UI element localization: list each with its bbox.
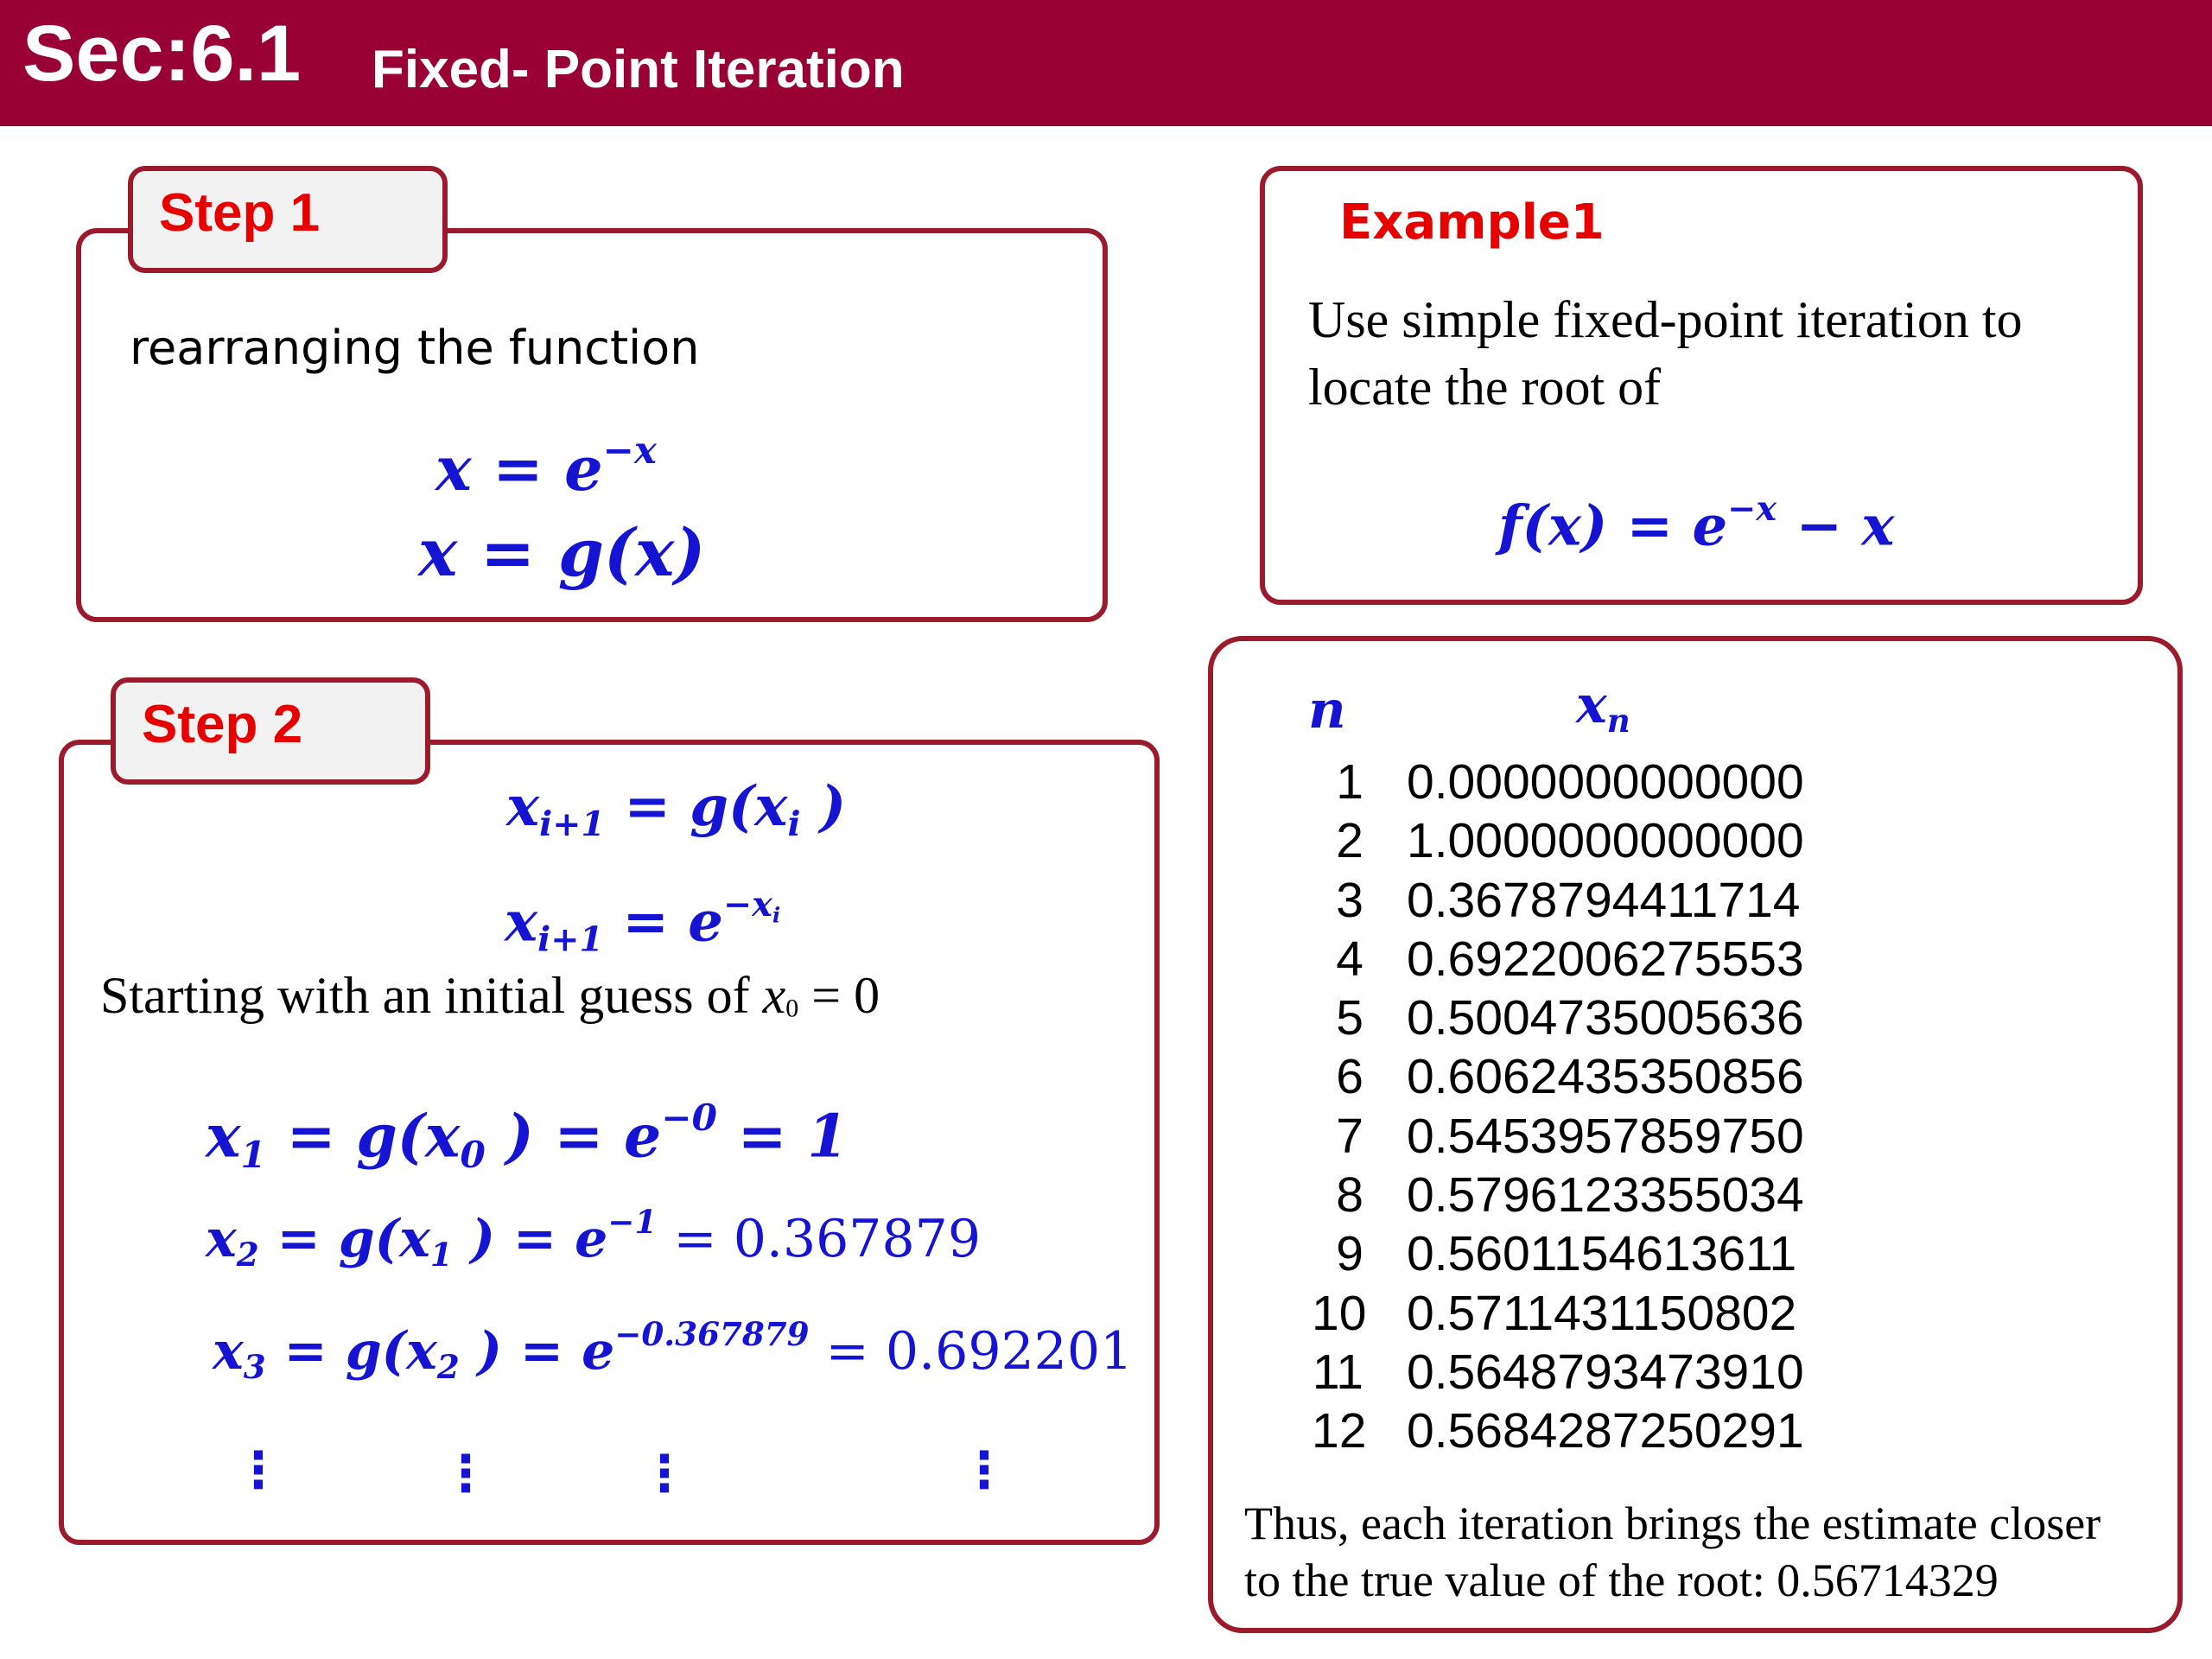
row-x: 0.5711431150802	[1407, 1285, 1797, 1341]
conclusion-line1: Thus, each iteration brings the estimate closer	[1244, 1497, 2101, 1549]
column-header-xn: $x_n$	[1576, 675, 1630, 741]
row-x: 1.0000000000000	[1407, 813, 1804, 869]
row-n: 12	[1312, 1403, 1367, 1459]
row-n: 3	[1336, 872, 1363, 928]
example1-function: $f(x) = e^{-x} - x$	[1498, 489, 1895, 559]
step1-tab	[128, 166, 448, 273]
row-x: 0.5684287250291	[1407, 1403, 1804, 1459]
ellipsis-2: ⋮	[441, 1444, 491, 1503]
row-x: 0.5648793473910	[1407, 1344, 1804, 1400]
row-x: 0.6922006275553	[1407, 931, 1804, 987]
row-n: 7	[1336, 1108, 1363, 1164]
row-n: 9	[1336, 1226, 1363, 1282]
row-x: 0.0000000000000	[1407, 754, 1804, 810]
row-n: 10	[1312, 1285, 1367, 1341]
step1-text: rearranging the function	[130, 321, 700, 375]
title-bar	[0, 0, 2212, 126]
row-x: 0.5004735005636	[1407, 990, 1804, 1046]
iteration-3: $x_3 = g(x_2$ ) = $e^{-0.367879} = 0.692201$	[213, 1315, 1134, 1386]
iteration-1: $x_1 = g(x_0$ ) = $e^{-0} = 1$	[206, 1096, 849, 1176]
example1-label: Example1	[1339, 194, 1605, 251]
row-x: 0.5601154613611	[1407, 1226, 1797, 1282]
section-title: Fixed- Point Iteration	[372, 40, 905, 99]
row-x: 0.3678794411714	[1407, 872, 1801, 928]
row-n: 5	[1336, 990, 1363, 1046]
step1-equation-1: $x = e^{-x}$	[435, 429, 657, 505]
step1-equation-2: x = g(x)	[418, 514, 706, 591]
row-n: 4	[1336, 931, 1363, 987]
example1-line1: Use simple fixed-point iteration to	[1308, 291, 2023, 348]
ellipsis-1: ⋮	[233, 1440, 283, 1499]
column-header-n: n	[1308, 680, 1346, 741]
initial-guess-text: Starting with an initial guess of x0 = 0	[100, 967, 880, 1024]
step2-tab	[111, 677, 430, 785]
step1-label: Step 1	[159, 183, 321, 243]
row-n: 11	[1312, 1344, 1363, 1400]
row-n: 1	[1336, 754, 1363, 810]
ellipsis-3: ⋮	[639, 1444, 690, 1503]
conclusion-line2: to the true value of the root: 0.56714329	[1244, 1554, 1999, 1606]
step2-label: Step 2	[142, 695, 303, 754]
ellipsis-4: ⋮	[959, 1440, 1009, 1499]
section-number: Sec:6.1	[22, 10, 302, 98]
recurrence-equation: $x_{i+1} = g(x_i$ )	[506, 774, 847, 844]
recurrence-exponential: $x_{i+1} = e^{-x_i}$	[505, 885, 781, 960]
row-x: 0.5453957859750	[1407, 1108, 1804, 1164]
row-x: 0.6062435350856	[1407, 1049, 1804, 1105]
row-n: 8	[1336, 1167, 1363, 1224]
iteration-2: $x_2 = g(x_1$ ) = $e^{-1} = 0.367879$	[206, 1203, 982, 1274]
row-x: 0.5796123355034	[1407, 1167, 1804, 1224]
row-n: 2	[1336, 813, 1363, 869]
example1-line2: locate the root of	[1308, 359, 1662, 416]
row-n: 6	[1336, 1049, 1363, 1105]
